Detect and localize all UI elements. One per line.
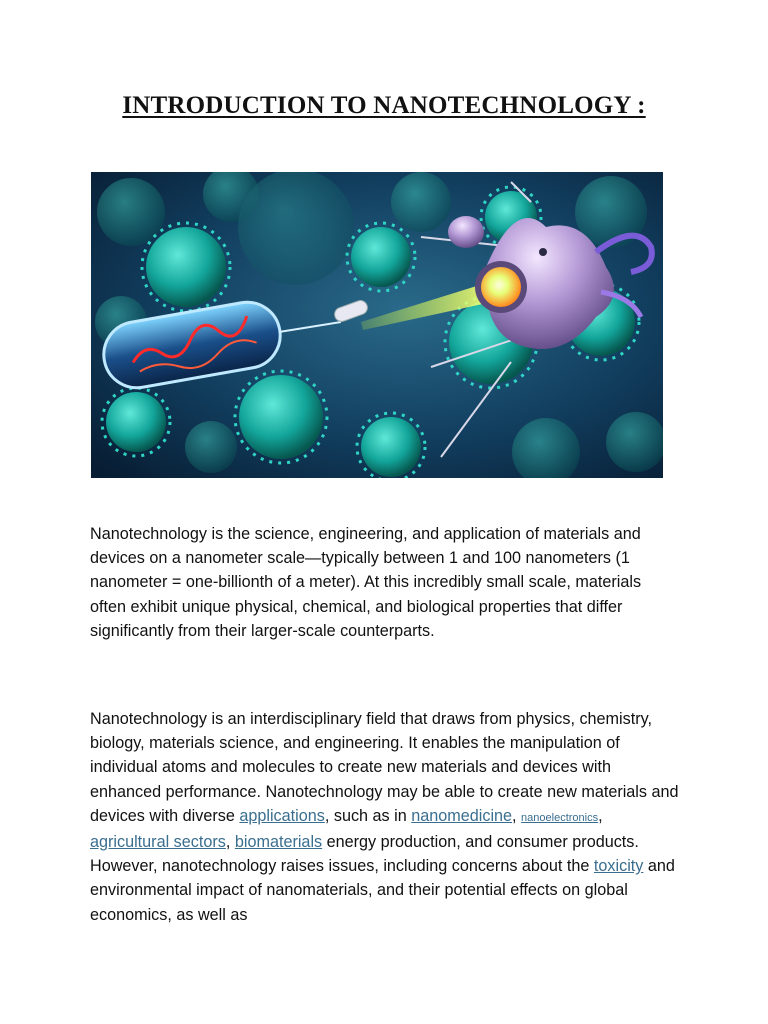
link-toxicity[interactable]: toxicity <box>593 857 644 876</box>
link-applications[interactable]: applications <box>239 806 325 825</box>
paragraph-text: , <box>225 833 235 852</box>
nanorobot-virus-illustration <box>91 172 663 478</box>
page-title: INTRODUCTION TO NANOTECHNOLOGY : <box>122 92 646 119</box>
paragraph-text: Nanotechnology is an interdisciplinary field that draws from physics, chemistry, biology, materials science, and engineering. It enables the manipulation of individual atoms and molecules to create new materials and devices with enhanced performance. Nanotechnology may be able to create new materials and devices with diverse <box>90 710 679 825</box>
link-agricultural-sectors[interactable]: agricultural sectors <box>90 833 226 852</box>
interdisciplinary-paragraph <box>90 707 680 927</box>
nanotech-illustration <box>91 172 663 478</box>
link-biomaterials[interactable]: biomaterials <box>234 833 323 852</box>
paragraph-text: energy production, and consumer products. However, nanotechnology raises issues, including concerns about the <box>90 833 639 876</box>
paragraph-text: , <box>598 806 603 825</box>
paragraph-text: , <box>512 806 522 825</box>
intro-paragraph: Nanotechnology is the science, engineering, and application of materials and devices on a nanometer scale—typically between 1 and 100 nanometers (1 nanometer = one-billionth of a meter). At this incredibly small scale, materials often exhibit unique physical, chemical, and biological properties that differ significantly from their larger-scale counterparts. <box>90 525 642 640</box>
link-nanoelectronics[interactable]: nanoelectronics <box>521 811 599 824</box>
paragraph-text: and environmental impact of nanomaterials, and their potential effects on global economics, as well as <box>90 857 675 924</box>
link-nanomedicine[interactable]: nanomedicine <box>411 806 513 825</box>
paragraph-text: , such as in <box>324 806 412 825</box>
